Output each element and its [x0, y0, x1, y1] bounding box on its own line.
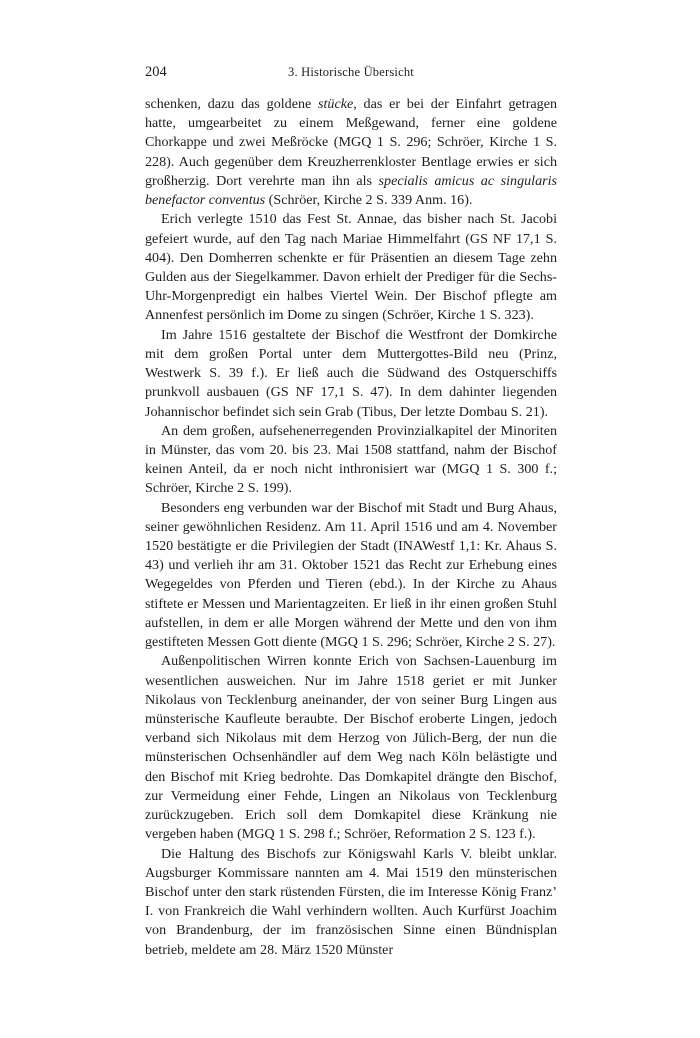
latin-term: stücke — [318, 96, 354, 112]
paragraph: Die Haltung des Bischofs zur Königswahl Karls V. bleibt unklar. Augsburger Kommissare nannten am 4. Mai 1519 den münsterischen Bischof unter den stark rüstenden Fürsten, die im Interesse König Franz’ I. von Frankreich die Wahl verhindern wollten. Auch Kurfürst Joachim von Brandenburg, der im französischen Sinne einen Bündnisplan betrieb, meldete am 28. März 1520 Münster — [145, 845, 557, 958]
paragraph: An dem großen, aufsehenerregenden Provinzialkapitel der Minoriten in Münster, das vom 20. bis 23. Mai 1508 stattfand, nahm der Bischof keinen Anteil, da er noch nicht inthronisiert war (MGQ 1 S. 300 f.; Schröer, Kirche 2 S. 199). — [145, 422, 557, 497]
body-text — [145, 95, 557, 960]
page-header — [145, 64, 557, 84]
paragraph: Erich verlegte 1510 das Fest St. Annae, das bisher nach St. Jacobi gefeiert wurde, auf den Tag nach Mariae Himmelfahrt (GS NF 17,1 S. 404). Den Domherren schenkte er für Präsentien an diesem Tage zehn Gulden aus der Siegelkammer. Davon erhielt der Prediger für die Sechs-Uhr-Morgenpredigt ein halbes Viertel Wein. Der Bischof pflegte am Annenfest persönlich im Dome zu singen (Schröer, Kirche 1 S. 323). — [145, 211, 557, 324]
paragraph: Außenpolitischen Wirren konnte Erich von Sachsen-Lauenburg im wesentlichen ausweichen. Nur im Jahre 1518 geriet er mit Junker Nikolaus von Tecklenburg aneinander, der von seiner Burg Lingen aus münsterische Kaufleute beraubte. Der Bischof eroberte Lingen, jedoch verband sich Nikolaus mit dem Herzog von Jülich-Berg, der nun die münsterischen Ochsenhändler auf dem Weg nach Köln belästigte und den Bischof mit Krieg bedrohte. Das Domkapitel drängte den Bischof, zur Vermeidung einer Fehde, Lingen an Nikolaus von Tecklenburg zurückzugeben. Erich soll dem Domkapitel diese Kränkung nie vergeben haben (MGQ 1 S. 298 f.; Schröer, Reformation 2 S. 123 f.). — [145, 653, 557, 843]
text-run: schenken, dazu das goldene — [145, 96, 319, 112]
running-title: 3. Historische Übersicht — [288, 65, 414, 79]
paragraph — [145, 95, 557, 210]
paragraph: Besonders eng verbunden war der Bischof mit Stadt und Burg Ahaus, seiner gewöhnlichen Residenz. Am 11. April 1516 und am 4. November 1520 bestätigte er die Privilegien der Stadt (INAWestf 1,1: Kr. Ahaus S. 43) und verlieh ihr am 31. Oktober 1521 das Recht zur Erhebung eines Wegegeldes von Pferden und Tieren (ebd.). In der Kirche zu Ahaus stiftete er Messen und Marientagzeiten. Er ließ in ihr einen großen Stuhl aufstellen, in dem er alle Morgen während der Mette und den von ihm gestifteten Messen Gott diente (MGQ 1 S. 296; Schröer, Kirche 2 S. 27). — [145, 499, 557, 651]
paragraph: Im Jahre 1516 gestaltete der Bischof die Westfront der Domkirche mit dem großen Portal unter dem Muttergottes-Bild neu (Prinz, Westwerk S. 39 f.). Er ließ auch die Südwand des Ostquerschiffs prunkvoll ausbauen (GS NF 17,1 S. 47). In dem dahinter liegenden Johannischor befindet sich sein Grab (Tibus, Der letzte Dombau S. 21). — [145, 326, 557, 420]
text-run: (Schröer, Kirche 2 S. 339 Anm. 16). — [265, 192, 473, 209]
page-number: 204 — [145, 64, 167, 80]
text-run: , das er bei der Einfahrt getragen hatte, umgearbeitet zu einem Meßgewand, ferner eine goldene Chorkappe und zwei Meßröcke (MGQ 1 S. 296; Schröer, Kirche 1 S. 228). Auch gegenüber dem Kreuzherrenkloster Bentlage erwies er sich großherzig. Dort verehrte man ihn als — [145, 96, 557, 189]
latin-quotation: specialis amicus ac singularis benefactor conventus — [145, 172, 558, 209]
